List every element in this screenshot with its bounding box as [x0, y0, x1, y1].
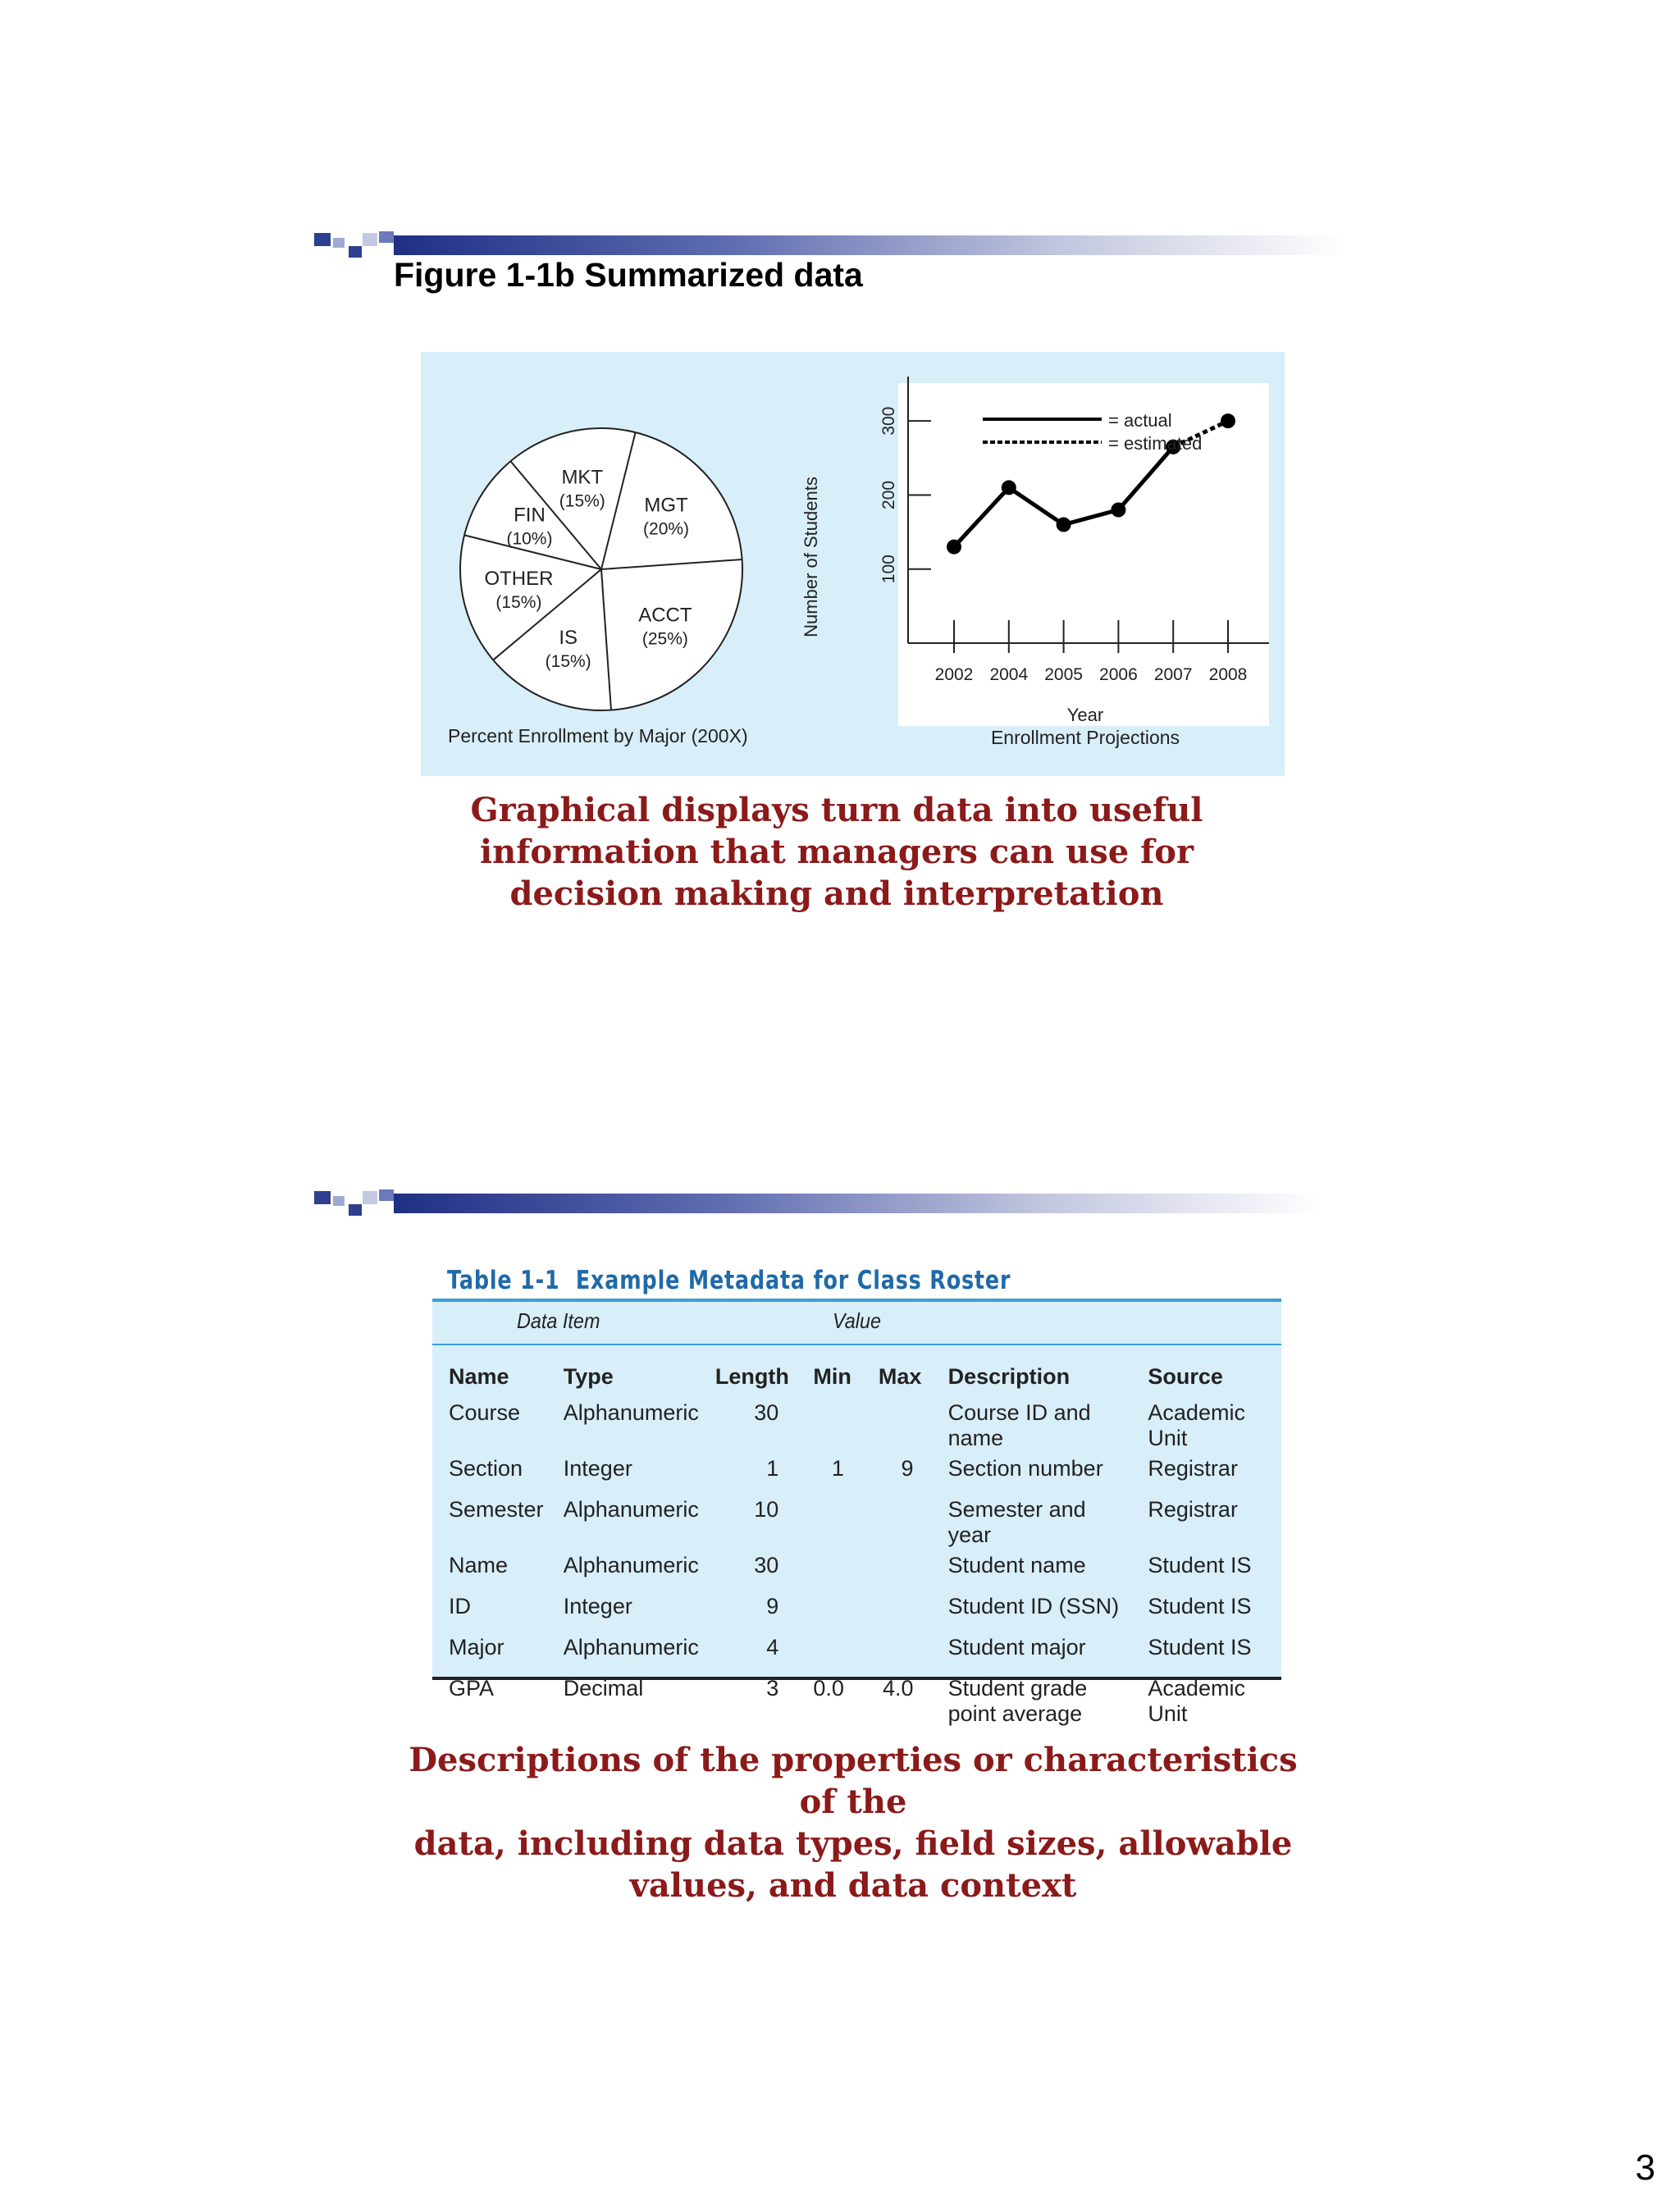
cell-name: Course — [449, 1400, 521, 1425]
cell-description — [932, 1589, 1132, 1630]
col-header: Min — [813, 1363, 851, 1389]
cell-min: 0.0 — [813, 1676, 844, 1701]
line-xlabel: Year — [1066, 705, 1104, 725]
legend-estimated-label: = estimated — [1108, 433, 1203, 454]
line-title: Enrollment Projections — [990, 727, 1180, 748]
pie-slice-label: MGT — [644, 494, 688, 517]
cell-max: 9 — [901, 1456, 914, 1481]
cell-type: Integer — [563, 1456, 632, 1481]
cell-type: Integer — [563, 1594, 632, 1618]
table-row — [432, 1630, 1281, 1671]
pie-slice-percent: (15%) — [495, 593, 542, 613]
y-tick-label: 200 — [879, 480, 898, 509]
cell-max: 4.0 — [883, 1676, 914, 1701]
cell-type: Alphanumeric — [563, 1553, 699, 1577]
data-point — [1111, 503, 1125, 518]
cell-description — [932, 1395, 1132, 1451]
col-header: Max — [878, 1363, 922, 1389]
cell-max — [862, 1548, 932, 1589]
line-ylabel: Number of Students — [801, 477, 821, 637]
table-title — [447, 1266, 1011, 1295]
cell-description — [932, 1671, 1132, 1727]
pie-slice-label: ACCT — [638, 604, 692, 627]
cell-min — [797, 1589, 862, 1630]
cell-name: Section — [449, 1456, 523, 1481]
x-tick-label: 2007 — [1153, 665, 1193, 684]
cell-name: Semester — [449, 1497, 544, 1522]
table-row — [432, 1451, 1281, 1492]
pie-chart — [460, 428, 742, 710]
cell-source: Academic Unit — [1148, 1400, 1245, 1450]
pie-slice-percent: (15%) — [559, 491, 605, 511]
cell-name: ID — [449, 1594, 471, 1618]
cell-description-line: Student major — [947, 1635, 1086, 1659]
cell-length: 9 — [766, 1594, 779, 1618]
cell-length: 10 — [754, 1497, 779, 1522]
table-title-text: Example Metadata for Class Roster — [575, 1266, 1011, 1295]
cell-description-line: Section number — [947, 1456, 1103, 1481]
x-tick-label: 2002 — [934, 665, 974, 684]
cell-max — [862, 1589, 932, 1630]
caption-line: information that managers can use for — [479, 833, 1194, 871]
caption-line: decision making and interpretation — [509, 874, 1164, 913]
group-header-value: Value — [833, 1308, 881, 1333]
cell-length: 30 — [754, 1553, 779, 1577]
table-header-rule — [432, 1344, 1281, 1345]
cell-name: GPA — [449, 1676, 495, 1701]
cell-length: 3 — [766, 1676, 779, 1701]
cell-description — [932, 1548, 1132, 1589]
table-row — [432, 1548, 1281, 1589]
data-point — [947, 540, 961, 555]
metadata-table — [432, 1358, 1281, 1727]
data-point — [1002, 480, 1016, 495]
cell-description-line: Student grade — [947, 1676, 1088, 1701]
data-point — [1057, 518, 1071, 532]
cell-description-line: Student name — [947, 1553, 1086, 1577]
y-tick-label: 100 — [879, 555, 898, 584]
x-tick-label: 2006 — [1099, 665, 1138, 684]
pie-slice-label: FIN — [514, 504, 546, 527]
table-row — [432, 1492, 1281, 1548]
cell-description-line: Course ID and name — [947, 1400, 1091, 1450]
col-header: Source — [1148, 1363, 1223, 1389]
cell-source: Student IS — [1148, 1635, 1252, 1659]
cell-max — [862, 1492, 932, 1548]
data-point — [1221, 413, 1235, 428]
cell-description — [932, 1630, 1132, 1671]
caption-line: data, including data types, field sizes, allowable — [413, 1824, 1293, 1863]
pie-slice-percent: (25%) — [641, 629, 688, 649]
table-label: Table 1-1 — [447, 1266, 560, 1295]
table-row — [432, 1671, 1281, 1727]
pie-slice-percent: (20%) — [643, 519, 690, 539]
cell-max — [862, 1395, 932, 1451]
cell-description — [932, 1492, 1132, 1548]
cell-type: Alphanumeric — [563, 1400, 699, 1425]
x-tick-label: 2005 — [1044, 665, 1083, 684]
pie-title: Percent Enrollment by Major (200X) — [448, 725, 748, 746]
col-header: Type — [563, 1363, 614, 1389]
cell-name: Name — [449, 1553, 509, 1577]
cell-min — [797, 1395, 862, 1451]
slide2-caption — [386, 1739, 1321, 1906]
caption-line: values, and data context — [629, 1866, 1077, 1905]
cell-name: Major — [449, 1635, 504, 1659]
cell-min — [797, 1548, 862, 1589]
cell-length: 30 — [754, 1400, 779, 1425]
cell-source: Student IS — [1148, 1553, 1252, 1577]
cell-description — [932, 1451, 1132, 1492]
caption-line: Descriptions of the properties or characteristics of the — [409, 1741, 1298, 1821]
cell-min — [797, 1630, 862, 1671]
page-number: 3 — [1635, 2148, 1655, 2188]
cell-length: 4 — [766, 1635, 779, 1659]
y-tick-label: 300 — [879, 406, 898, 436]
legend-actual-label: = actual — [1108, 410, 1172, 431]
cell-max — [862, 1630, 932, 1671]
cell-min — [797, 1492, 862, 1548]
cell-type: Decimal — [563, 1676, 644, 1701]
col-header: Name — [449, 1363, 509, 1389]
table-row — [432, 1589, 1281, 1630]
x-tick-label: 2008 — [1208, 665, 1248, 684]
cell-description-line: Student ID (SSN) — [947, 1594, 1120, 1618]
cell-source: Registrar — [1148, 1456, 1238, 1481]
table-header-row — [432, 1358, 1281, 1395]
figure-svg — [421, 352, 1285, 776]
pie-slice-label: OTHER — [484, 568, 554, 591]
cell-source: Registrar — [1148, 1497, 1238, 1522]
pie-slice-label: IS — [559, 626, 578, 649]
col-header: Description — [947, 1363, 1071, 1389]
slide-title: Figure 1-1b Summarized data — [394, 256, 863, 294]
pie-slice-label: MKT — [561, 466, 604, 489]
cell-source: Academic Unit — [1148, 1676, 1245, 1726]
pie-slice-percent: (10%) — [506, 529, 553, 549]
figure-panel — [421, 352, 1285, 776]
pie-slice-percent: (15%) — [545, 651, 591, 671]
caption-line: Graphical displays turn data into useful — [470, 791, 1203, 829]
group-header-data-item: Data Item — [517, 1308, 600, 1333]
cell-type: Alphanumeric — [563, 1497, 699, 1522]
col-header: Length — [714, 1363, 789, 1389]
cell-min: 1 — [831, 1456, 844, 1481]
table-row — [432, 1395, 1281, 1451]
x-tick-label: 2004 — [989, 665, 1029, 684]
cell-length: 1 — [766, 1456, 779, 1481]
cell-description-line: point average — [947, 1701, 1083, 1726]
cell-type: Alphanumeric — [563, 1635, 699, 1659]
cell-description-line: Semester and year — [947, 1497, 1086, 1547]
slide1-caption — [427, 789, 1247, 915]
table-body — [432, 1395, 1281, 1727]
cell-source: Student IS — [1148, 1594, 1252, 1618]
